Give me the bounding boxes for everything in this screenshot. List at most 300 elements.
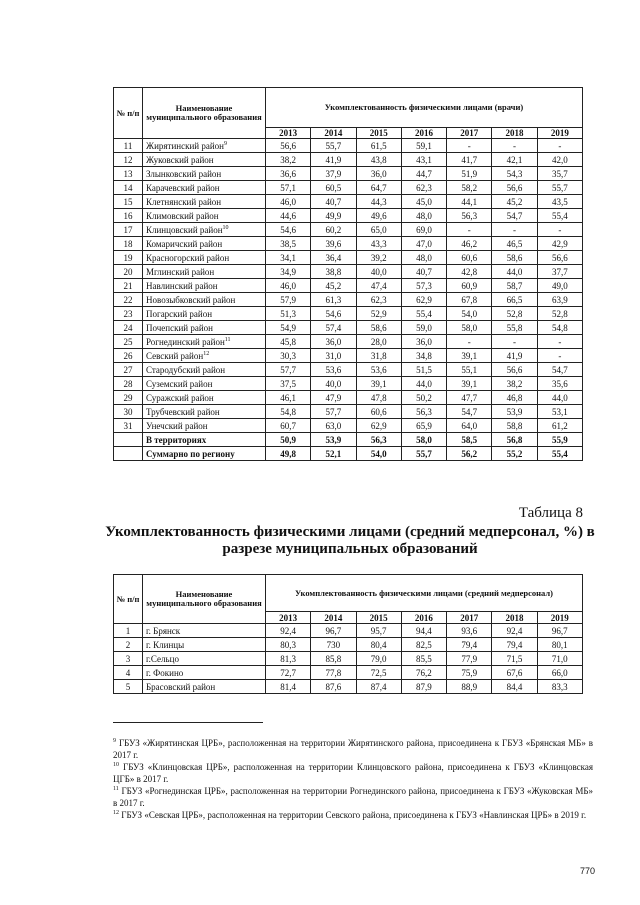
- row-number: 4: [114, 666, 143, 680]
- cell-value: 38,2: [266, 153, 311, 167]
- cell-value: 60,6: [447, 251, 492, 265]
- cell-value: 92,4: [266, 624, 311, 638]
- cell-value: 45,2: [311, 279, 356, 293]
- footnote-ref: 11: [224, 336, 231, 343]
- row-name-text: Карачевский район: [146, 182, 220, 193]
- cell-value: 48,0: [401, 251, 446, 265]
- cell-value: 58,7: [492, 279, 537, 293]
- total-value: 56,2: [447, 447, 492, 461]
- cell-value: 60,6: [356, 405, 401, 419]
- cell-value: 55,7: [537, 181, 582, 195]
- total-row: [114, 447, 583, 461]
- cell-value: 66,5: [492, 293, 537, 307]
- cell-value: 39,1: [447, 349, 492, 363]
- row-name: [143, 251, 266, 265]
- row-name-text: г. Клинцы: [146, 639, 185, 650]
- cell-value: 47,0: [401, 237, 446, 251]
- cell-value: 69,0: [401, 223, 446, 237]
- table-row: [114, 624, 583, 638]
- cell-value: 67,6: [492, 666, 537, 680]
- year-header: 2019: [537, 612, 582, 624]
- cell-value: 49,0: [537, 279, 582, 293]
- cell-value: 37,9: [311, 167, 356, 181]
- cell-value: 95,7: [356, 624, 401, 638]
- cell-value: 96,7: [537, 624, 582, 638]
- cell-value: 77,9: [447, 652, 492, 666]
- cell-value: 47,8: [356, 391, 401, 405]
- cell-value: 51,9: [447, 167, 492, 181]
- row-name: [143, 181, 266, 195]
- row-number: 29: [114, 391, 143, 405]
- row-name-text: Почепский район: [146, 322, 213, 333]
- row-name-text: Навлинский район: [146, 280, 218, 291]
- row-number: 28: [114, 377, 143, 391]
- cell-value: 39,1: [356, 377, 401, 391]
- cell-value: 58,0: [447, 321, 492, 335]
- cell-value: 88,9: [447, 680, 492, 694]
- table-row: [114, 223, 583, 237]
- col-header-name: Наименование муниципального образования: [143, 575, 266, 624]
- row-name-text: Суражский район: [146, 392, 214, 403]
- cell-value: 44,7: [401, 167, 446, 181]
- year-header: 2016: [401, 612, 446, 624]
- row-number: 12: [114, 153, 143, 167]
- cell-value: 44,0: [401, 377, 446, 391]
- cell-value: 35,7: [537, 167, 582, 181]
- cell-value: -: [447, 139, 492, 153]
- row-name: [143, 680, 266, 694]
- cell-value: 52,8: [537, 307, 582, 321]
- table-row: [114, 209, 583, 223]
- cell-value: 41,9: [311, 153, 356, 167]
- cell-value: 61,2: [537, 419, 582, 433]
- cell-value: 60,5: [311, 181, 356, 195]
- total-name: В территориях: [143, 433, 266, 447]
- row-name: [143, 223, 266, 237]
- staffing-table-nurses: [113, 574, 583, 694]
- cell-value: 28,0: [356, 335, 401, 349]
- row-name: [143, 195, 266, 209]
- table-row: [114, 195, 583, 209]
- cell-value: 45,2: [492, 195, 537, 209]
- cell-value: 39,6: [311, 237, 356, 251]
- cell-value: 55,4: [401, 307, 446, 321]
- cell-value: 82,5: [401, 638, 446, 652]
- cell-value: 36,0: [311, 335, 356, 349]
- row-name: [143, 391, 266, 405]
- year-header: 2015: [356, 612, 401, 624]
- cell-value: 37,7: [537, 265, 582, 279]
- row-name: [143, 293, 266, 307]
- cell-value: 51,3: [266, 307, 311, 321]
- row-name: [143, 652, 266, 666]
- cell-value: 34,8: [401, 349, 446, 363]
- footnote-ref: 9: [223, 140, 227, 147]
- row-number: 23: [114, 307, 143, 321]
- table-caption: Таблица 8: [518, 505, 583, 521]
- cell-value: 96,7: [311, 624, 356, 638]
- row-name-text: г.Сельцо: [146, 653, 179, 664]
- col-header-number: № п/п: [114, 88, 143, 139]
- cell-value: 41,9: [492, 349, 537, 363]
- total-value: 55,2: [492, 447, 537, 461]
- row-name: [143, 419, 266, 433]
- cell-value: 54,3: [492, 167, 537, 181]
- cell-value: 53,6: [311, 363, 356, 377]
- cell-value: 62,9: [356, 419, 401, 433]
- year-header: 2013: [266, 128, 311, 139]
- row-name-text: Севский район: [146, 350, 204, 361]
- footnote-ref: 12: [203, 350, 210, 357]
- cell-value: 31,8: [356, 349, 401, 363]
- cell-value: 53,6: [356, 363, 401, 377]
- cell-value: 81,3: [266, 652, 311, 666]
- cell-value: 62,9: [401, 293, 446, 307]
- table-row: [114, 181, 583, 195]
- cell-value: 44,0: [537, 391, 582, 405]
- cell-value: 55,4: [537, 209, 582, 223]
- cell-value: 49,6: [356, 209, 401, 223]
- row-name: [143, 237, 266, 251]
- row-number: 25: [114, 335, 143, 349]
- row-name-text: Красногорский район: [146, 252, 230, 263]
- cell-value: 40,7: [401, 265, 446, 279]
- total-name: Суммарно по региону: [143, 447, 266, 461]
- cell-value: 65,9: [401, 419, 446, 433]
- cell-value: -: [447, 223, 492, 237]
- cell-value: 76,2: [401, 666, 446, 680]
- cell-value: 92,4: [492, 624, 537, 638]
- row-name-text: Трубчевский район: [146, 406, 220, 417]
- table-row: [114, 391, 583, 405]
- cell-value: 39,1: [447, 377, 492, 391]
- cell-value: 87,4: [356, 680, 401, 694]
- cell-value: 46,1: [266, 391, 311, 405]
- cell-value: 46,5: [492, 237, 537, 251]
- year-header: 2014: [311, 612, 356, 624]
- year-header: 2018: [492, 128, 537, 139]
- cell-value: 94,4: [401, 624, 446, 638]
- cell-value: 54,7: [492, 209, 537, 223]
- row-number: 27: [114, 363, 143, 377]
- row-name-text: Клинцовский район: [146, 224, 223, 235]
- footnote-mark: 12: [113, 810, 119, 816]
- cell-value: 54,7: [447, 405, 492, 419]
- footnote-text: ГБУЗ «Рогнединская ЦРБ», расположенная на территории Рогнединского района, присоединена к ГБУЗ «Жуковская МБ» в 2017 г.: [113, 786, 593, 808]
- cell-value: 47,4: [356, 279, 401, 293]
- cell-value: 83,3: [537, 680, 582, 694]
- total-value: 56,3: [356, 433, 401, 447]
- row-name-text: Комаричский район: [146, 238, 223, 249]
- cell-value: 43,5: [537, 195, 582, 209]
- row-number: 30: [114, 405, 143, 419]
- table-row: [114, 167, 583, 181]
- cell-value: 81,4: [266, 680, 311, 694]
- cell-value: 42,1: [492, 153, 537, 167]
- cell-value: 57,4: [311, 321, 356, 335]
- row-name: [143, 265, 266, 279]
- footnote: [113, 809, 593, 821]
- cell-value: 63,0: [311, 419, 356, 433]
- cell-value: 60,7: [266, 419, 311, 433]
- total-value: 53,9: [311, 433, 356, 447]
- cell-value: 71,0: [537, 652, 582, 666]
- cell-value: 45,8: [266, 335, 311, 349]
- total-blank: [114, 433, 143, 447]
- cell-value: 93,6: [447, 624, 492, 638]
- row-name-text: Стародубский район: [146, 364, 226, 375]
- cell-value: 40,0: [356, 265, 401, 279]
- footnote-mark: 11: [113, 786, 119, 792]
- table-row: [114, 279, 583, 293]
- year-header: 2017: [447, 612, 492, 624]
- total-value: 55,4: [537, 447, 582, 461]
- row-name-text: г. Брянск: [146, 625, 181, 636]
- cell-value: 42,9: [537, 237, 582, 251]
- cell-value: 43,1: [401, 153, 446, 167]
- cell-value: 50,2: [401, 391, 446, 405]
- cell-value: 36,6: [266, 167, 311, 181]
- cell-value: 85,5: [401, 652, 446, 666]
- cell-value: 80,1: [537, 638, 582, 652]
- cell-value: 58,2: [447, 181, 492, 195]
- cell-value: 63,9: [537, 293, 582, 307]
- row-number: 3: [114, 652, 143, 666]
- row-number: 20: [114, 265, 143, 279]
- row-name: [143, 139, 266, 153]
- row-name-text: Климовский район: [146, 210, 219, 221]
- footnote-text: ГБУЗ «Жирятинская ЦРБ», расположенная на территории Жирятинского района, присоединена к ГБУЗ «Брянская МБ» в 2017 г.: [113, 738, 594, 760]
- row-name-text: Жирятинский район: [146, 140, 224, 151]
- footnote-text: ГБУЗ «Клинцовская ЦРБ», расположенная на территории Клинцовского района, присоединена к ГБУЗ «Клинцовская ЦГБ» в 2017 г.: [113, 762, 594, 784]
- footnote-separator: [113, 722, 263, 723]
- row-number: 2: [114, 638, 143, 652]
- cell-value: 55,8: [492, 321, 537, 335]
- cell-value: 87,9: [401, 680, 446, 694]
- cell-value: 38,2: [492, 377, 537, 391]
- year-header: 2013: [266, 612, 311, 624]
- page-number: 770: [580, 866, 596, 876]
- cell-value: 64,7: [356, 181, 401, 195]
- table-row: [114, 652, 583, 666]
- cell-value: 58,6: [356, 321, 401, 335]
- cell-value: -: [537, 349, 582, 363]
- footnote: [113, 785, 593, 809]
- cell-value: 57,9: [266, 293, 311, 307]
- cell-value: 55,1: [447, 363, 492, 377]
- cell-value: 79,4: [447, 638, 492, 652]
- row-number: 22: [114, 293, 143, 307]
- cell-value: 60,2: [311, 223, 356, 237]
- year-header: 2015: [356, 128, 401, 139]
- cell-value: 45,0: [401, 195, 446, 209]
- cell-value: 44,6: [266, 209, 311, 223]
- cell-value: 46,8: [492, 391, 537, 405]
- cell-value: 44,1: [447, 195, 492, 209]
- cell-value: 54,8: [266, 405, 311, 419]
- cell-value: 37,5: [266, 377, 311, 391]
- row-name-text: Клетнянский район: [146, 196, 222, 207]
- col-header-name: Наименование муниципального образования: [143, 88, 266, 139]
- total-value: 50,9: [266, 433, 311, 447]
- cell-value: 57,7: [266, 363, 311, 377]
- cell-value: 44,0: [492, 265, 537, 279]
- cell-value: 48,0: [401, 209, 446, 223]
- table-row: [114, 153, 583, 167]
- cell-value: 52,8: [492, 307, 537, 321]
- cell-value: -: [492, 139, 537, 153]
- table-row: [114, 139, 583, 153]
- table-row: [114, 405, 583, 419]
- cell-value: 56,6: [266, 139, 311, 153]
- row-name-text: Рогнединский район: [146, 336, 225, 347]
- row-name: [143, 209, 266, 223]
- row-number: 11: [114, 139, 143, 153]
- cell-value: 79,4: [492, 638, 537, 652]
- table-row: [114, 377, 583, 391]
- cell-value: 47,7: [447, 391, 492, 405]
- cell-value: 54,8: [537, 321, 582, 335]
- table-row: [114, 419, 583, 433]
- cell-value: 58,8: [492, 419, 537, 433]
- col-header-number: № п/п: [114, 575, 143, 624]
- row-name: [143, 349, 266, 363]
- table-row: [114, 251, 583, 265]
- year-header: 2018: [492, 612, 537, 624]
- cell-value: 56,6: [492, 363, 537, 377]
- row-name-text: Суземский район: [146, 378, 213, 389]
- cell-value: 54,7: [537, 363, 582, 377]
- footnote: [113, 761, 593, 785]
- row-number: 5: [114, 680, 143, 694]
- cell-value: 52,9: [356, 307, 401, 321]
- cell-value: 55,7: [311, 139, 356, 153]
- cell-value: 77,8: [311, 666, 356, 680]
- year-header: 2017: [447, 128, 492, 139]
- row-number: 24: [114, 321, 143, 335]
- total-value: 56,8: [492, 433, 537, 447]
- total-row: [114, 433, 583, 447]
- row-name: [143, 321, 266, 335]
- row-name: [143, 279, 266, 293]
- year-header: 2019: [537, 128, 582, 139]
- row-name: [143, 335, 266, 349]
- cell-value: 54,0: [447, 307, 492, 321]
- table-row: [114, 680, 583, 694]
- row-name: [143, 405, 266, 419]
- row-name: [143, 666, 266, 680]
- table-row: [114, 349, 583, 363]
- table-row: [114, 293, 583, 307]
- cell-value: 53,9: [492, 405, 537, 419]
- cell-value: 34,1: [266, 251, 311, 265]
- footnote-mark: 10: [113, 762, 119, 768]
- total-value: 49,8: [266, 447, 311, 461]
- row-name-text: Мглинский район: [146, 266, 215, 277]
- row-number: 19: [114, 251, 143, 265]
- total-value: 55,7: [401, 447, 446, 461]
- cell-value: -: [492, 335, 537, 349]
- cell-value: 38,5: [266, 237, 311, 251]
- row-number: 13: [114, 167, 143, 181]
- cell-value: 54,6: [266, 223, 311, 237]
- cell-value: 57,7: [311, 405, 356, 419]
- col-header-group: Укомплектованность физическими лицами (врачи): [266, 88, 583, 128]
- cell-value: 43,3: [356, 237, 401, 251]
- row-name: [143, 363, 266, 377]
- row-name: [143, 624, 266, 638]
- row-name-text: Жуковский район: [146, 154, 214, 165]
- table-row: [114, 237, 583, 251]
- cell-value: 49,9: [311, 209, 356, 223]
- row-number: 18: [114, 237, 143, 251]
- cell-value: 71,5: [492, 652, 537, 666]
- cell-value: 62,3: [356, 293, 401, 307]
- cell-value: 56,6: [537, 251, 582, 265]
- cell-value: 79,0: [356, 652, 401, 666]
- cell-value: 730: [311, 638, 356, 652]
- row-name: [143, 307, 266, 321]
- row-number: 17: [114, 223, 143, 237]
- year-header: 2016: [401, 128, 446, 139]
- cell-value: 85,8: [311, 652, 356, 666]
- cell-value: 67,8: [447, 293, 492, 307]
- cell-value: 36,4: [311, 251, 356, 265]
- cell-value: 42,8: [447, 265, 492, 279]
- footnote: [113, 737, 593, 761]
- cell-value: 42,0: [537, 153, 582, 167]
- table-row: [114, 321, 583, 335]
- cell-value: 46,0: [266, 195, 311, 209]
- cell-value: 34,9: [266, 265, 311, 279]
- table-row: [114, 363, 583, 377]
- cell-value: 38,8: [311, 265, 356, 279]
- row-number: 31: [114, 419, 143, 433]
- row-name-text: г. Фокино: [146, 667, 184, 678]
- cell-value: 66,0: [537, 666, 582, 680]
- cell-value: 61,5: [356, 139, 401, 153]
- total-blank: [114, 447, 143, 461]
- cell-value: 80,4: [356, 638, 401, 652]
- cell-value: 84,4: [492, 680, 537, 694]
- row-name-text: Унечский район: [146, 420, 208, 431]
- row-number: 1: [114, 624, 143, 638]
- cell-value: 57,3: [401, 279, 446, 293]
- cell-value: 31,0: [311, 349, 356, 363]
- cell-value: 61,3: [311, 293, 356, 307]
- total-value: 55,9: [537, 433, 582, 447]
- footnote-mark: 9: [113, 738, 116, 744]
- cell-value: 47,9: [311, 391, 356, 405]
- cell-value: -: [447, 335, 492, 349]
- total-value: 54,0: [356, 447, 401, 461]
- cell-value: 62,3: [401, 181, 446, 195]
- col-header-group: Укомплектованность физическими лицами (средний медперсонал): [266, 575, 583, 612]
- cell-value: 59,1: [401, 139, 446, 153]
- cell-value: 51,5: [401, 363, 446, 377]
- cell-value: 30,3: [266, 349, 311, 363]
- total-value: 58,0: [401, 433, 446, 447]
- table-row: [114, 638, 583, 652]
- table-title: Укомплектованность физическими лицами (средний медперсонал, %) в разрезе муниципальных образований: [105, 524, 595, 557]
- row-number: 21: [114, 279, 143, 293]
- total-value: 58,5: [447, 433, 492, 447]
- cell-value: 36,0: [401, 335, 446, 349]
- cell-value: 59,0: [401, 321, 446, 335]
- cell-value: 54,6: [311, 307, 356, 321]
- cell-value: -: [537, 223, 582, 237]
- table-row: [114, 666, 583, 680]
